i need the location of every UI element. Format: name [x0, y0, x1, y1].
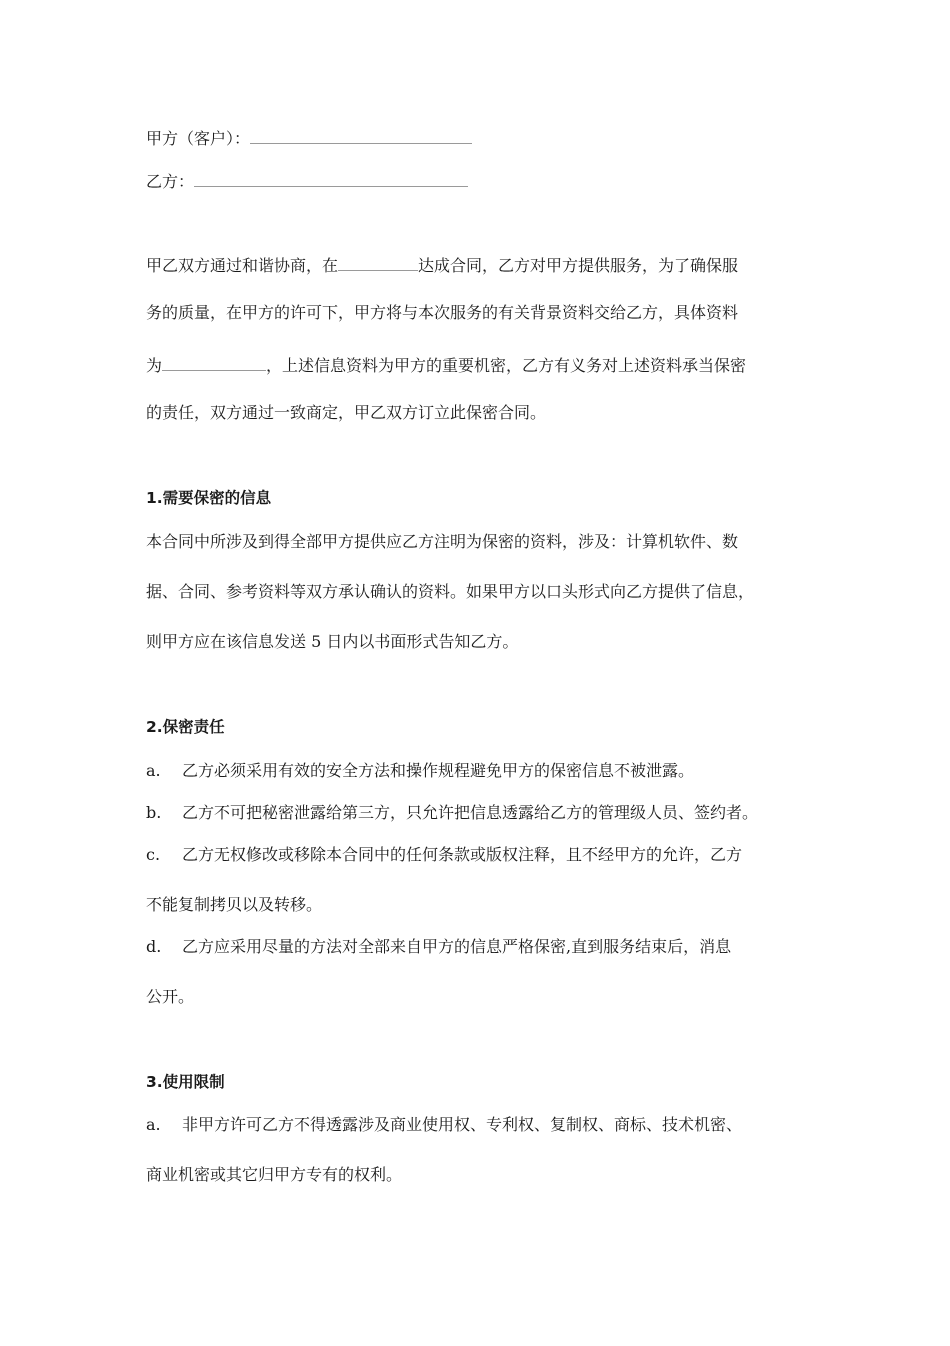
- list-item-text: 乙方应采用尽量的方法对全部来自甲方的信息严格保密,直到服务结束后，消息: [182, 937, 732, 956]
- section-3-title: 3.使用限制: [146, 1073, 225, 1091]
- section-1-line-1: 本合同中所涉及到得全部甲方提供应乙方注明为保密的资料，涉及：计算机软件、数: [146, 532, 739, 551]
- list-item-text: 非甲方许可乙方不得透露涉及商业使用权、专利权、复制权、商标、技术机密、: [182, 1115, 743, 1134]
- list-marker: b.: [146, 803, 162, 822]
- party-b-blank: [194, 169, 468, 187]
- section-3-item-a: [146, 1115, 742, 1135]
- list-marker: d.: [146, 937, 162, 956]
- materials-blank: [162, 353, 266, 371]
- section-1-line-2: 据、合同、参考资料等双方承认确认的资料。如果甲方以口头形式向乙方提供了信息，: [146, 582, 755, 601]
- section-3-item-a-cont: 商业机密或其它归甲方专有的权利。: [146, 1165, 403, 1184]
- intro-line1-post: 达成合同，乙方对甲方提供服务，为了确保服: [418, 256, 739, 275]
- intro-line-1: [146, 253, 738, 276]
- list-item-text: 乙方不可把秘密泄露给第三方，只允许把信息透露给乙方的管理级人员、签约者。: [182, 803, 759, 822]
- party-a-blank: [250, 126, 472, 144]
- section-2-item-a: [146, 761, 694, 781]
- date-blank: [338, 253, 418, 271]
- list-marker: c.: [146, 845, 161, 864]
- intro-line3-pre: 为: [146, 356, 163, 375]
- party-a-line: [146, 126, 472, 149]
- section-1-title: 1.需要保密的信息: [146, 489, 272, 507]
- intro-line3-post: ，上述信息资料为甲方的重要机密，乙方有义务对上述资料承当保密: [266, 356, 747, 375]
- intro-line1-pre: 甲乙双方通过和谐协商，在: [146, 256, 339, 275]
- intro-line-4: 的责任，双方通过一致商定，甲乙双方订立此保密合同。: [146, 403, 547, 422]
- section-2-item-c-cont: 不能复制拷贝以及转移。: [146, 895, 323, 914]
- party-b-line: [146, 169, 468, 192]
- intro-line-3: [146, 353, 746, 376]
- section-2-item-d-cont: 公开。: [146, 987, 195, 1006]
- section-1-line-3: 则甲方应在该信息发送 5 日内以书面形式告知乙方。: [146, 632, 519, 651]
- party-a-label: 甲方（客户）：: [146, 129, 251, 148]
- list-marker: a.: [146, 761, 161, 780]
- list-marker: a.: [146, 1115, 161, 1134]
- list-item-text: 乙方必须采用有效的安全方法和操作规程避免甲方的保密信息不被泄露。: [182, 761, 695, 780]
- section-2-item-b: [146, 803, 758, 823]
- section-2-item-c: [146, 845, 742, 865]
- section-2-title: 2.保密责任: [146, 718, 225, 736]
- list-item-text: 乙方无权修改或移除本合同中的任何条款或版权注释，且不经甲方的允许，乙方: [182, 845, 743, 864]
- intro-line-2: 务的质量，在甲方的许可下，甲方将与本次服务的有关背景资料交给乙方，具体资料: [146, 303, 739, 322]
- party-b-label: 乙方：: [146, 172, 195, 191]
- section-2-item-d: [146, 937, 731, 957]
